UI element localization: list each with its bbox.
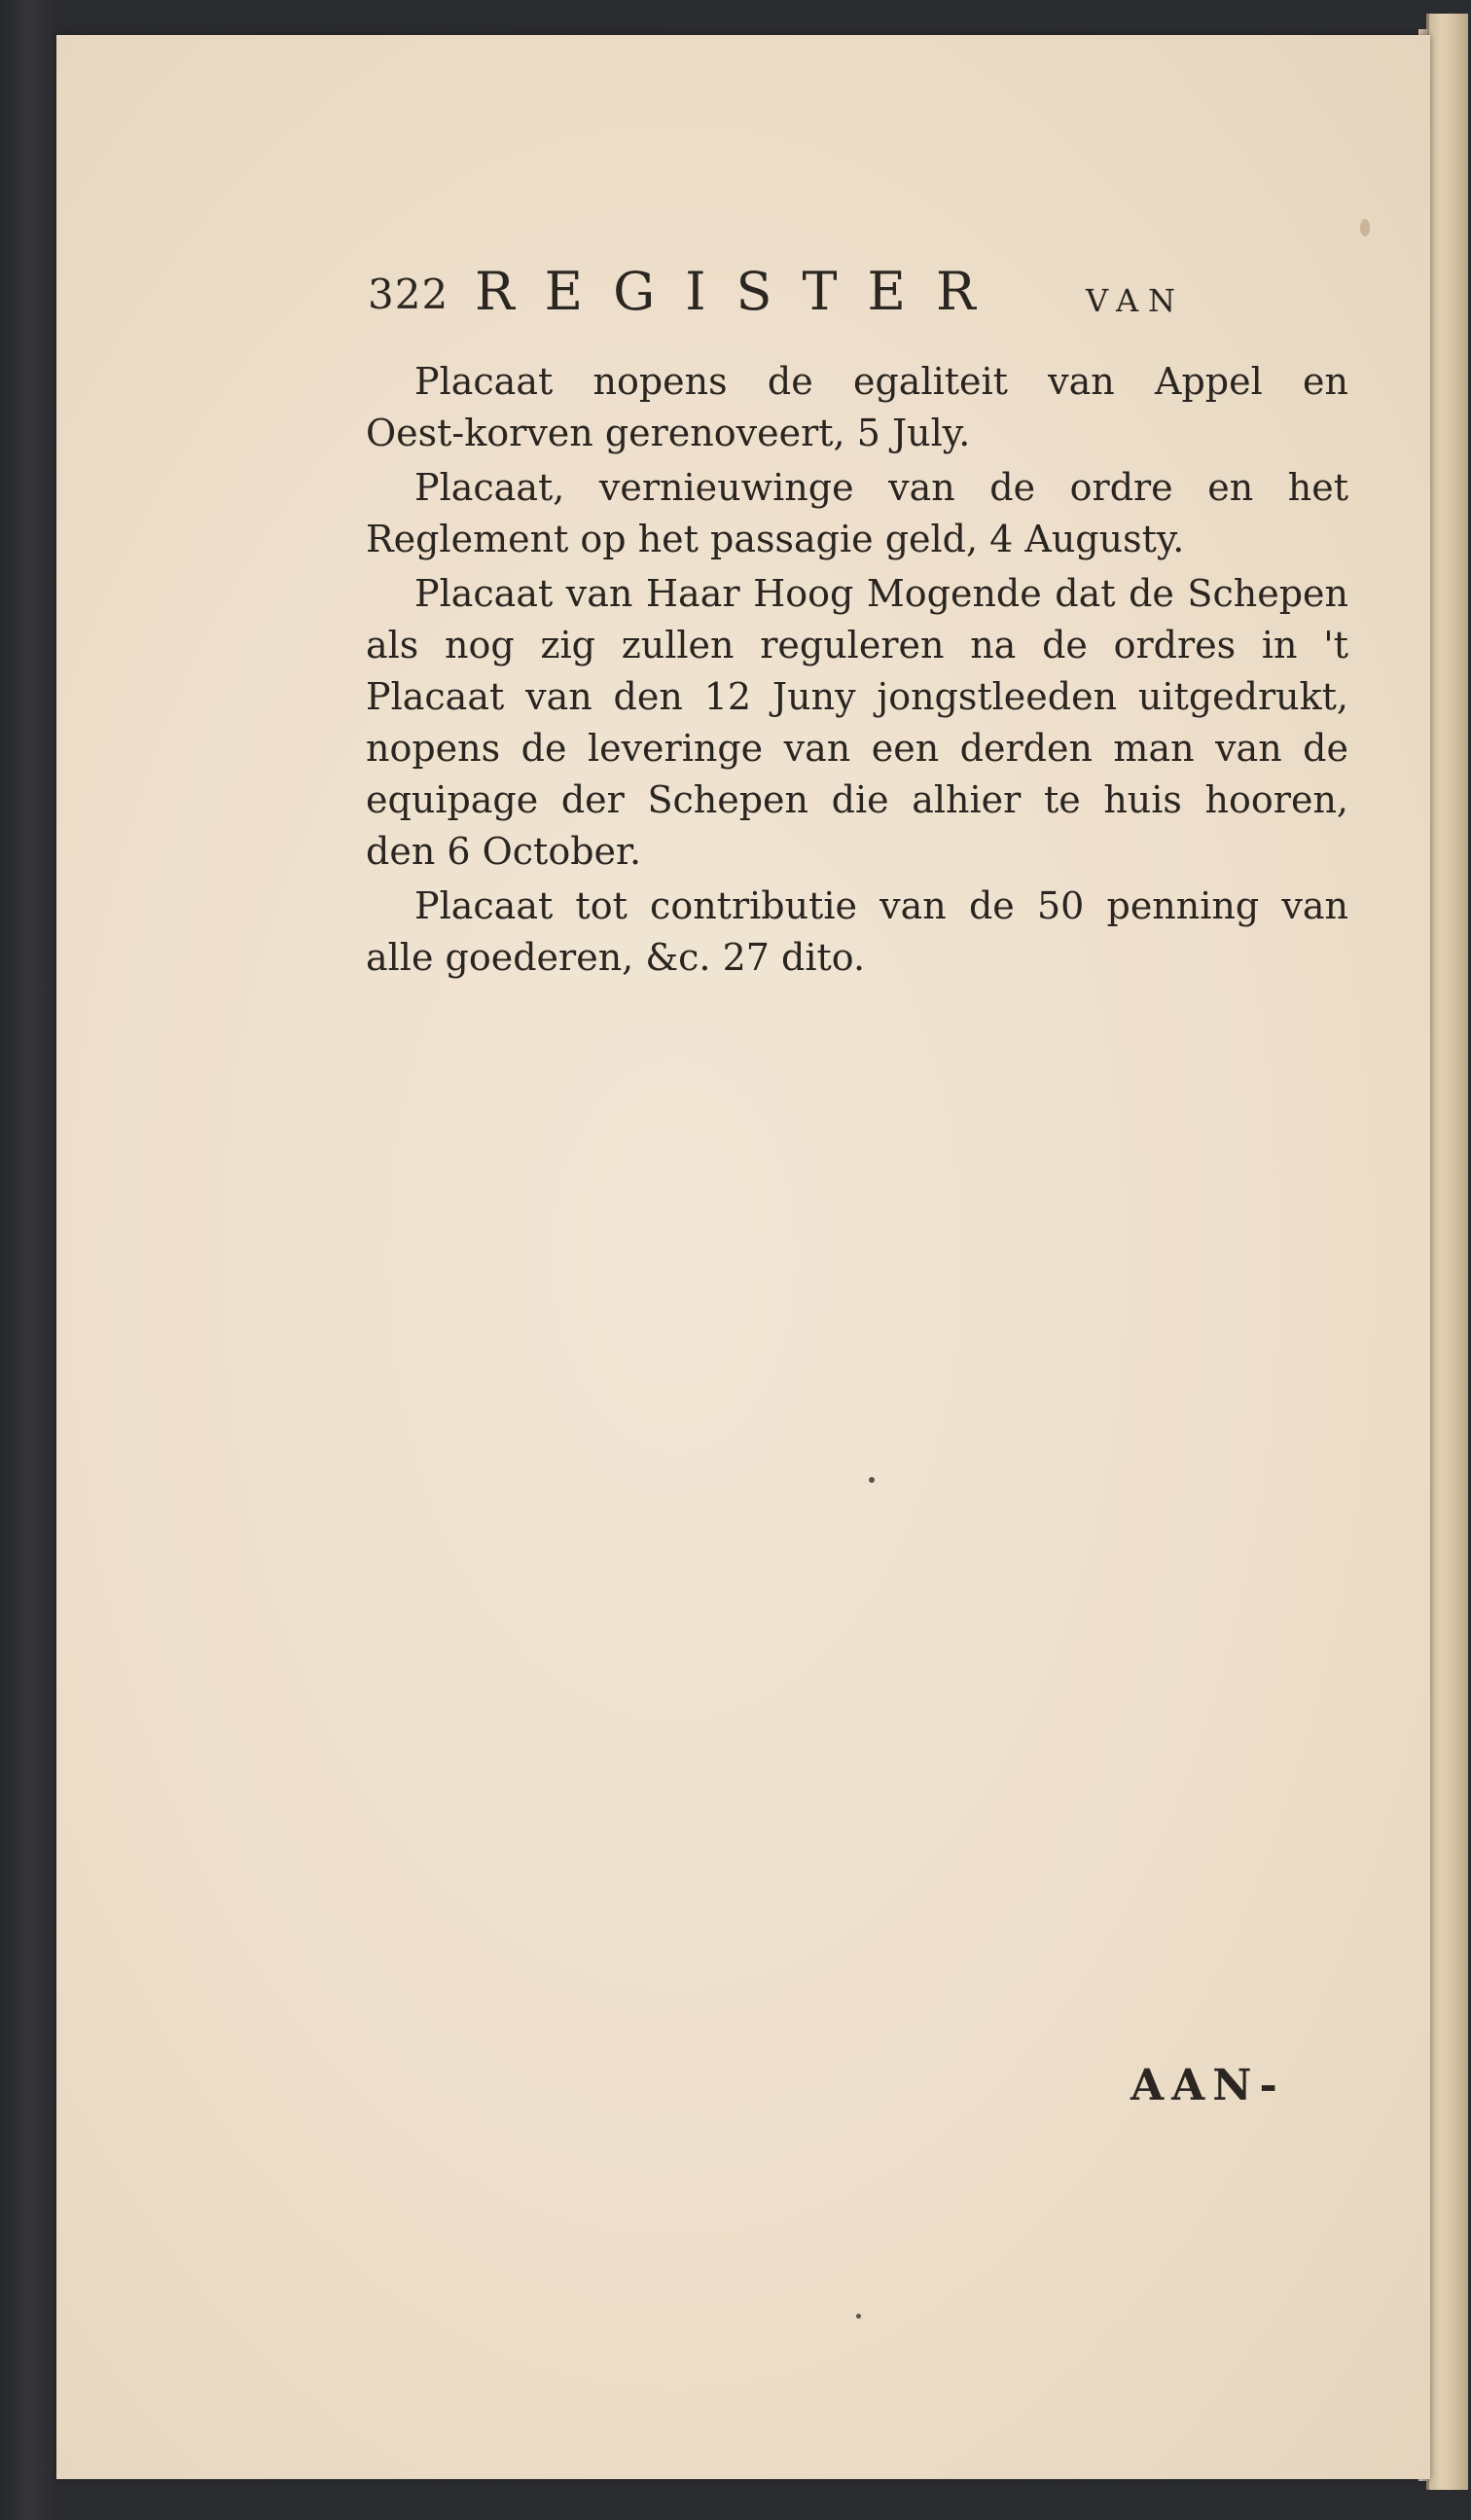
ink-speck <box>856 2314 861 2319</box>
page-header <box>368 261 1224 339</box>
running-title: REGISTER <box>475 261 1006 322</box>
running-title-suffix: VAN <box>1086 282 1186 319</box>
entry-equipage: Placaat van Haar Hoog Mogende dat de Schepen als nog zig zullen reguleren na de ordres in 't Placaat van den 12 Juny jongstleeden uitgedrukt, nopens de leveringe van een derden man van de equipage der Schepen die alhier te huis hooren, den 6 October. <box>366 572 1348 873</box>
ink-speck <box>1360 219 1370 236</box>
ink-speck <box>869 1477 875 1483</box>
adjacent-page-edge <box>1426 14 1468 2490</box>
entry-egaliteit: Placaat nopens de egaliteit van Appel en Oest‑korven gerenoveert, 5 July. <box>366 360 1348 454</box>
entry-contributie: Placaat tot contributie van de 50 penning van alle goederen, &c. 27 dito. <box>366 884 1348 979</box>
catchword: AAN- <box>1130 2061 1285 2110</box>
entry-passagie-geld: Placaat, vernieuwinge van de ordre en het Reglement op het passagie geld, 4 Augusty. <box>366 466 1348 560</box>
page-number: 322 <box>368 270 449 318</box>
register-entries <box>366 356 1348 987</box>
